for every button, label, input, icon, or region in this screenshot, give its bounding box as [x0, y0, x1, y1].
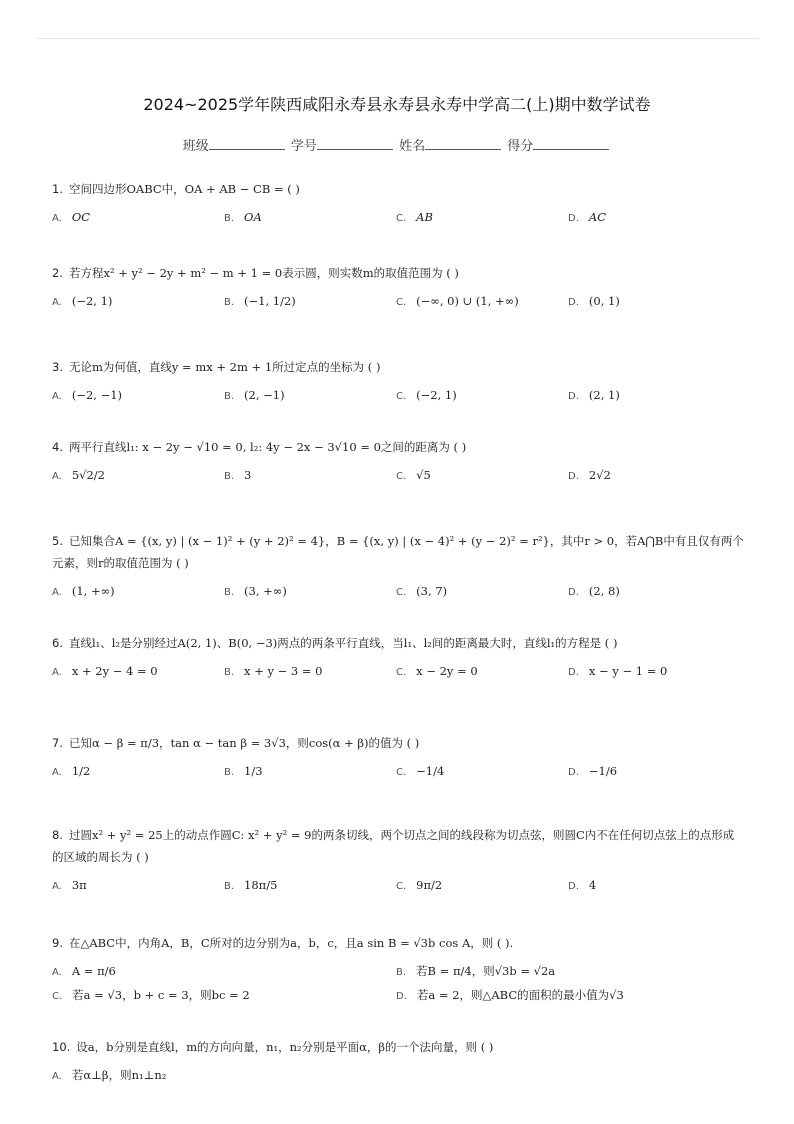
stem-text: 空间四边形OABC中，OA + AB − CB = ( )	[68, 182, 300, 196]
question-number: 9.	[52, 936, 63, 950]
option-a[interactable]: A. x + 2y − 4 = 0	[52, 664, 158, 678]
question-stem	[52, 932, 744, 954]
question-stem	[52, 262, 744, 284]
stem-text: 已知集合A = {(x, y) | (x − 1)² + (y + 2)² = 4}，B = {(x, y) | (x − 4)² + (y − 2)² = r²}，其中r > 0，若A⋂B中有且仅有两个元素，则r的取值范围为 ( )	[52, 534, 744, 570]
question-stem	[52, 436, 744, 458]
option-a[interactable]: A. 5√2/2	[52, 468, 105, 482]
question-6	[52, 632, 744, 686]
stem-text: 过圆x² + y² = 25上的动点作圆C: x² + y² = 9的两条切线，两个切点之间的线段称为切点弦，则圆C内不在任何切点弦上的点形成的区域的周长为 ( )	[52, 828, 735, 864]
option-b[interactable]: B. 若B = π/4，则√3b = √2a	[396, 964, 556, 978]
option-a[interactable]: A. (1, +∞)	[52, 584, 115, 598]
option-d[interactable]: D. (0, 1)	[568, 294, 620, 308]
option-d[interactable]: D. 4	[568, 878, 597, 892]
option-a[interactable]: A. 3π	[52, 878, 87, 892]
option-c[interactable]: C. −1/4	[396, 764, 445, 778]
question-1	[52, 178, 744, 232]
question-number: 2.	[52, 266, 63, 280]
options	[52, 384, 744, 410]
option-d[interactable]: D. (2, 8)	[568, 584, 620, 598]
class-label: 班级	[182, 139, 209, 154]
option-c[interactable]: C. x − 2y = 0	[396, 664, 478, 678]
option-a[interactable]: A. (−2, 1)	[52, 294, 113, 308]
question-8	[52, 824, 744, 900]
stem-text: 直线l₁、l₂是分别经过A(2, 1)、B(0, −3)两点的两条平行直线，当l₁、l₂间的距离最大时，直线l₁的方程是 ( )	[68, 636, 618, 650]
stem-text: 设a，b分别是直线l，m的方向向量，n₁，n₂分别是平面α，β的一个法向量，则 ( )	[76, 1040, 494, 1054]
class-blank[interactable]	[209, 137, 285, 150]
question-stem	[52, 530, 744, 574]
question-10	[52, 1036, 744, 1086]
question-4	[52, 436, 744, 490]
question-number: 10.	[52, 1040, 71, 1054]
option-b[interactable]: B. 1/3	[224, 764, 263, 778]
question-3	[52, 356, 744, 410]
question-5	[52, 530, 744, 606]
student-info-row	[0, 135, 794, 154]
stem-text: 在△ABC中，内角A，B，C所对的边分别为a，b，c，且a sin B = √3b cos A，则 ( ).	[68, 936, 514, 950]
options	[52, 874, 744, 900]
stem-text: 已知α − β = π/3，tan α − tan β = 3√3，则cos(α + β)的值为 ( )	[68, 736, 420, 750]
option-c[interactable]: C. √5	[396, 468, 431, 482]
question-number: 7.	[52, 736, 63, 750]
option-c[interactable]: C. 9π/2	[396, 878, 443, 892]
option-c[interactable]: C. (−∞, 0) ∪ (1, +∞)	[396, 294, 519, 308]
question-number: 3.	[52, 360, 63, 374]
option-c[interactable]: C. 若a = √3，b + c = 3，则bc = 2	[52, 988, 250, 1002]
option-b[interactable]: B. x + y − 3 = 0	[224, 664, 323, 678]
question-stem	[52, 824, 744, 868]
student-id-label: 学号	[290, 139, 317, 154]
question-7	[52, 732, 744, 786]
question-stem	[52, 178, 744, 200]
options	[52, 464, 744, 490]
option-b[interactable]: B. (−1, 1/2)	[224, 294, 296, 308]
student-id-blank[interactable]	[317, 137, 393, 150]
top-divider	[36, 38, 758, 39]
stem-text: 无论m为何值，直线y = mx + 2m + 1所过定点的坐标为 ( )	[68, 360, 381, 374]
option-d[interactable]: D. (2, 1)	[568, 388, 620, 402]
options	[52, 290, 744, 316]
options-row-2	[52, 984, 744, 1006]
question-number: 1.	[52, 182, 63, 196]
option-b[interactable]: B. OA	[224, 210, 262, 224]
question-stem	[52, 632, 744, 654]
name-blank[interactable]	[425, 137, 501, 150]
page-title: 2024~2025学年陕西咸阳永寿县永寿县永寿中学高二(上)期中数学试卷	[143, 95, 651, 114]
option-b[interactable]: B. (3, +∞)	[224, 584, 287, 598]
question-stem	[52, 732, 744, 754]
options	[52, 760, 744, 786]
score-blank[interactable]	[533, 137, 609, 150]
option-d[interactable]: D. x − y − 1 = 0	[568, 664, 668, 678]
question-stem	[52, 1036, 744, 1058]
name-label: 姓名	[399, 139, 426, 154]
options	[52, 1064, 744, 1086]
options	[52, 206, 744, 232]
score-label: 得分	[507, 139, 534, 154]
question-stem	[52, 356, 744, 378]
option-a[interactable]: A. A = π/6	[52, 964, 116, 978]
options	[52, 660, 744, 686]
option-a[interactable]: A. 1/2	[52, 764, 91, 778]
option-d[interactable]: D. 2√2	[568, 468, 611, 482]
question-number: 5.	[52, 534, 63, 548]
option-a[interactable]: A. 若α⊥β，则n₁⊥n₂	[52, 1068, 167, 1082]
option-d[interactable]: D. −1/6	[568, 764, 618, 778]
option-b[interactable]: B. (2, −1)	[224, 388, 285, 402]
question-number: 8.	[52, 828, 63, 842]
question-2	[52, 262, 744, 316]
question-number: 4.	[52, 440, 63, 454]
option-b[interactable]: B. 3	[224, 468, 252, 482]
question-9	[52, 932, 744, 1006]
stem-text: 两平行直线l₁: x − 2y − √10 = 0, l₂: 4y − 2x − 3√10 = 0之间的距离为 ( )	[68, 440, 467, 454]
option-c[interactable]: C. (3, 7)	[396, 584, 448, 598]
option-b[interactable]: B. 18π/5	[224, 878, 278, 892]
stem-text: 若方程x² + y² − 2y + m² − m + 1 = 0表示圆，则实数m的取值范围为 ( )	[68, 266, 459, 280]
option-d[interactable]: D. 若a = 2，则△ABC的面积的最小值为√3	[396, 988, 624, 1002]
options-row-1	[52, 960, 744, 982]
option-c[interactable]: C. (−2, 1)	[396, 388, 457, 402]
option-c[interactable]: C. AB	[396, 210, 433, 224]
option-a[interactable]: A. OC	[52, 210, 91, 224]
option-d[interactable]: D. AC	[568, 210, 606, 224]
option-a[interactable]: A. (−2, −1)	[52, 388, 123, 402]
options	[52, 580, 744, 606]
question-number: 6.	[52, 636, 63, 650]
